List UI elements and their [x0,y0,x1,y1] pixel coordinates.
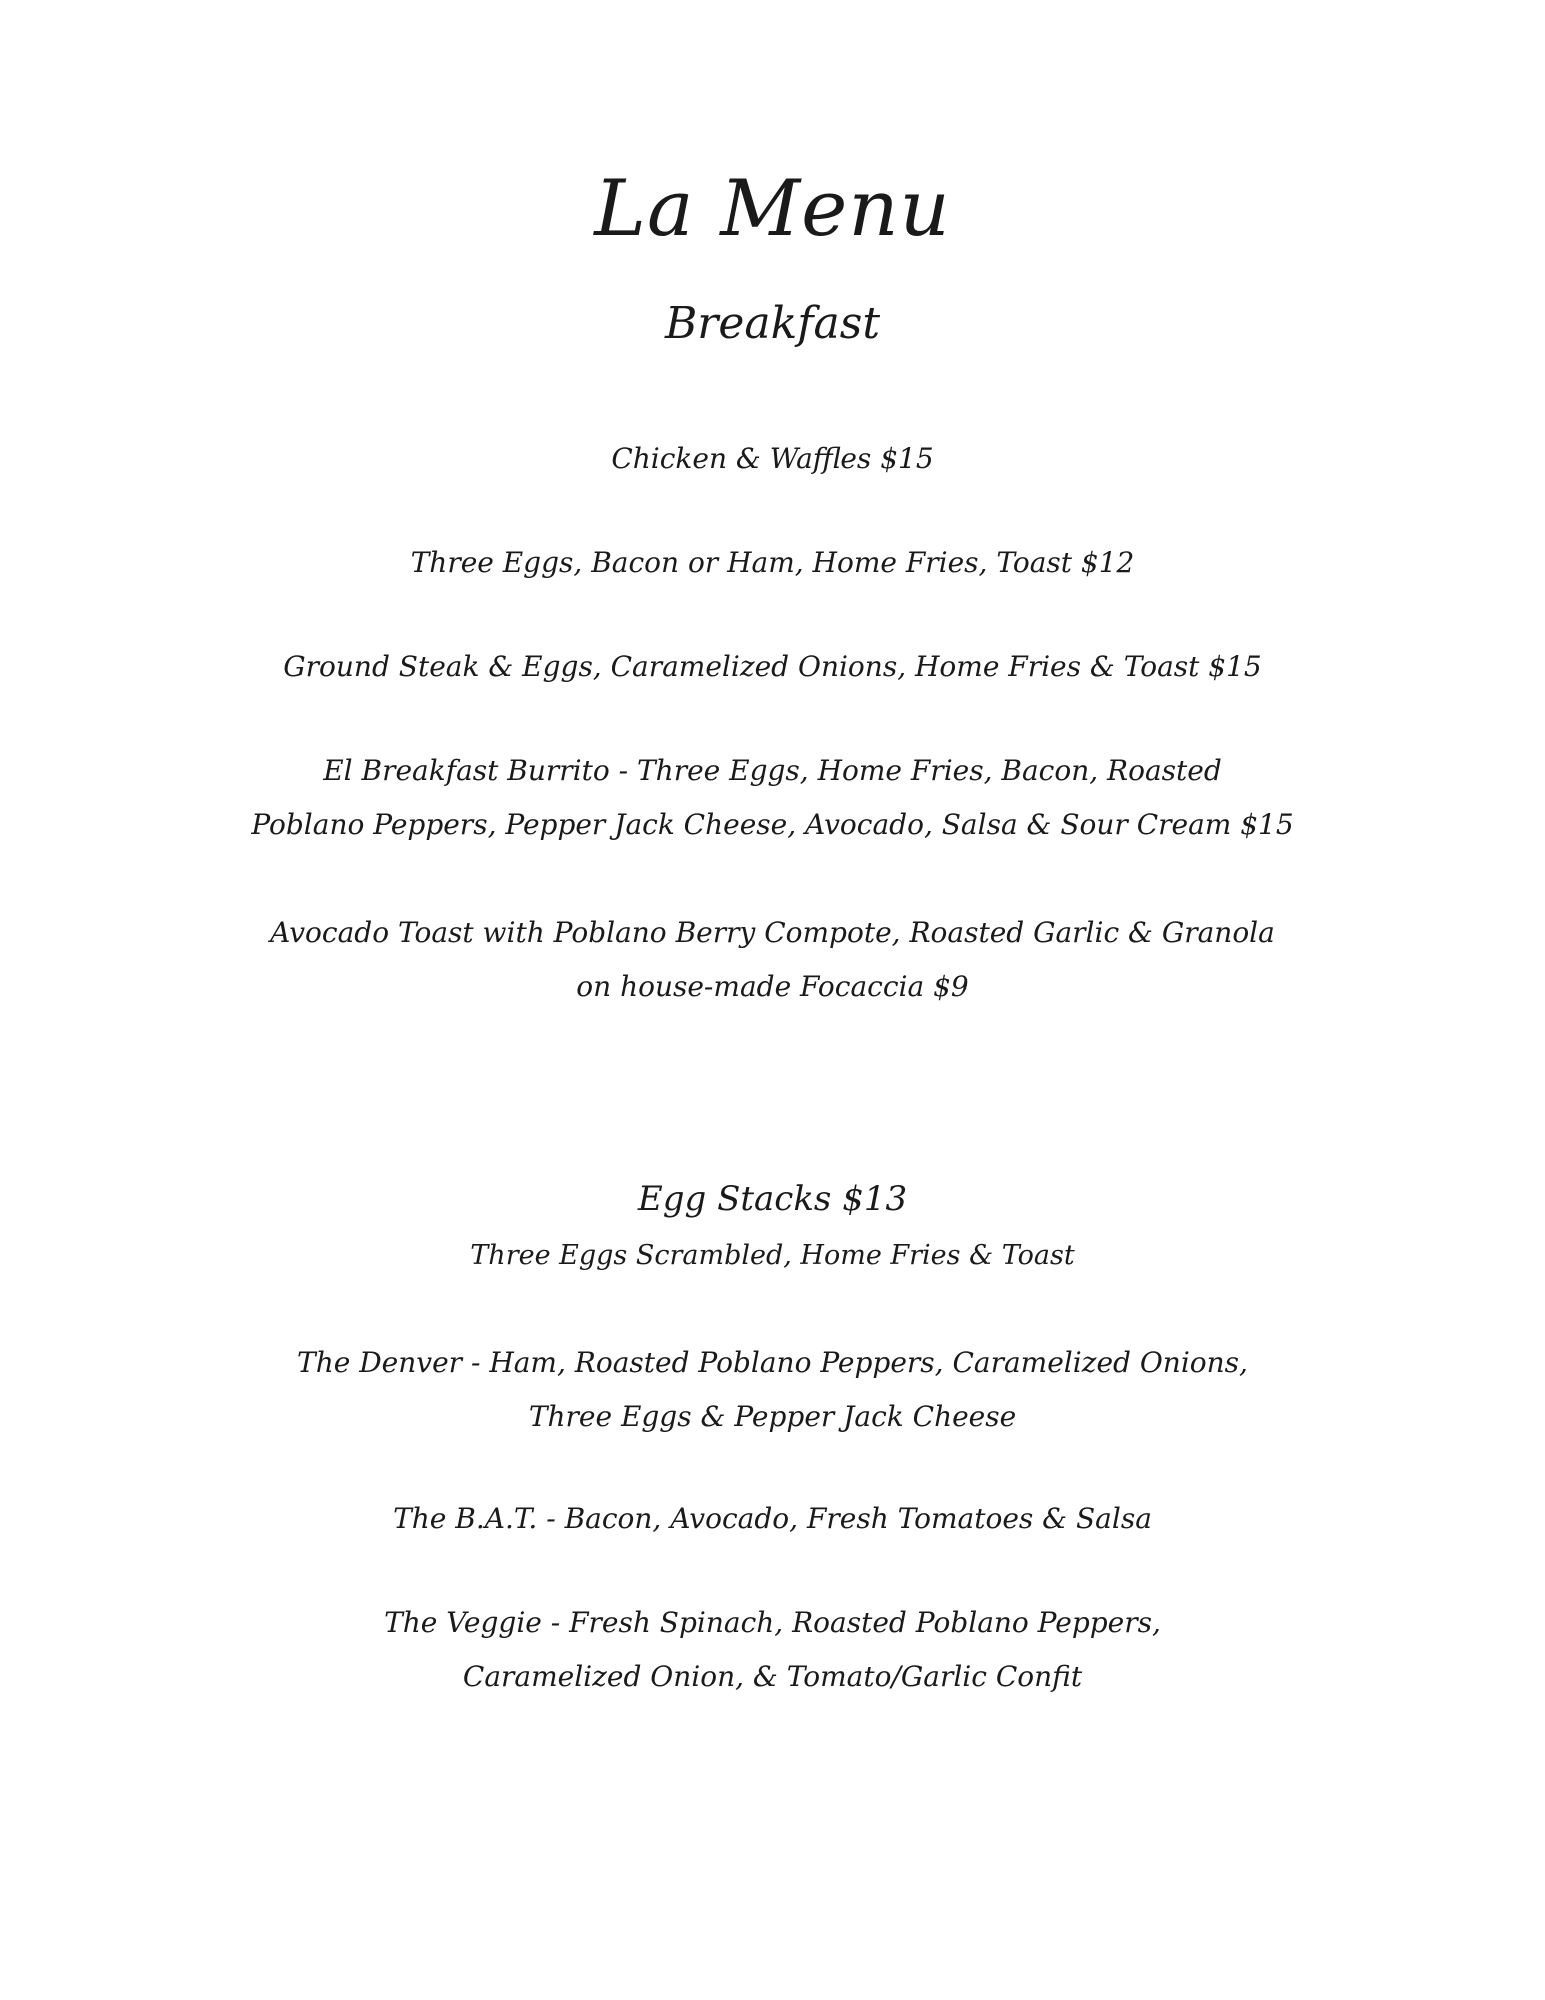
menu-item-avocado-toast [0,906,1545,1014]
egg-stack-veggie [0,1596,1545,1704]
menu-item-line: The B.A.T. - Bacon, Avocado, Fresh Tomatoes & Salsa [393,1502,1152,1535]
egg-stacks-title [0,1172,1545,1226]
menu-item-line: The Veggie - Fresh Spinach, Roasted Poblano Peppers, [384,1606,1161,1639]
menu-item-line: Three Eggs & Pepper Jack Cheese [528,1400,1017,1433]
menu-item-chicken-waffles [0,432,1545,486]
menu-item-line: Three Eggs, Bacon or Ham, Home Fries, Toast $12 [410,546,1135,579]
menu-item-line: Chicken & Waffles $15 [611,442,934,475]
menu-item-ground-steak [0,640,1545,694]
menu-item-line: El Breakfast Burrito - Three Eggs, Home Fries, Bacon, Roasted [323,754,1222,787]
menu-item-line: The Denver - Ham, Roasted Poblano Peppers, Caramelized Onions, [297,1346,1248,1379]
egg-stack-denver [0,1336,1545,1444]
menu-item-line: Caramelized Onion, & Tomato/Garlic Confit [462,1660,1083,1693]
menu-subtitle: Breakfast [664,298,881,349]
menu-item-three-eggs [0,536,1545,590]
egg-stacks-title-text: Egg Stacks $13 [637,1179,908,1219]
menu-item-line: on house-made Focaccia $9 [576,970,969,1003]
menu-item-line: Ground Steak & Eggs, Caramelized Onions, Home Fries & Toast $15 [283,650,1262,683]
menu-item-breakfast-burrito [0,744,1545,852]
menu-item-line: Avocado Toast with Poblano Berry Compote, Roasted Garlic & Granola [270,916,1275,949]
menu-item-line: Poblano Peppers, Pepper Jack Cheese, Avocado, Salsa & Sour Cream $15 [251,808,1294,841]
menu-title: La Menu [594,164,951,254]
egg-stacks-description [0,1232,1545,1280]
egg-stack-bat [0,1492,1545,1546]
egg-stacks-description-text: Three Eggs Scrambled, Home Fries & Toast [470,1240,1075,1271]
